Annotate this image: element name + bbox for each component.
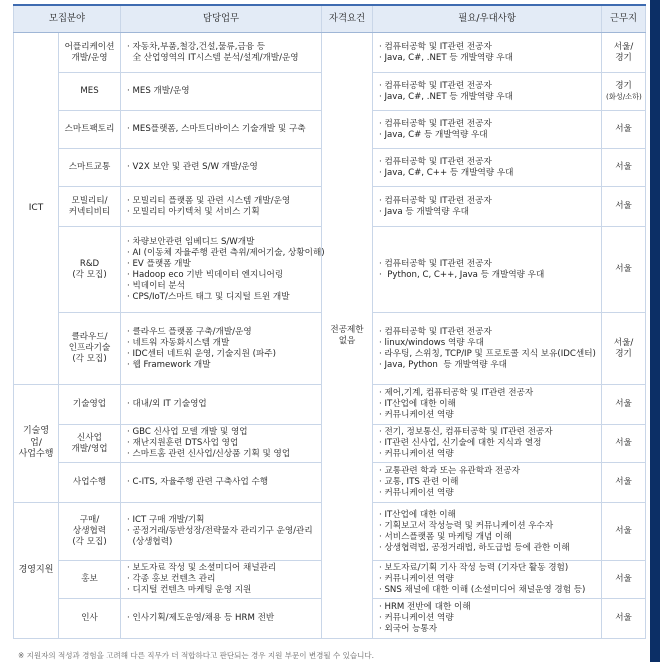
duties-list (127, 196, 317, 218)
duty-item: · ICT 구매 개발/기획 (127, 515, 205, 525)
duties-list (127, 162, 317, 173)
preferences-cell (373, 111, 602, 149)
preference-item: · 커뮤니케이션 역량 (379, 449, 454, 459)
duty-item: · 인사기획/제도운영/채용 등 HRM 전반 (127, 613, 275, 623)
preference-item: · 커뮤니케이션 역량 (379, 410, 454, 420)
preferences-cell (373, 599, 602, 639)
duty-item: · 대내/외 IT 기술영업 (127, 399, 207, 409)
field-cell: 스마트교통 (59, 149, 121, 187)
duty-item: · 모빌리티 아키텍처 및 서비스 기획 (127, 206, 260, 217)
duty-item: · IDC센터 네트워 운영, 기술지원 (파주) (127, 348, 276, 359)
preference-item: · 컴퓨터공학 및 IT관련 전공자 (379, 41, 492, 52)
preference-item: · 컴퓨터공학 및 IT관련 전공자 (379, 118, 492, 129)
preference-item: · IT산업에 대한 이해 (379, 399, 456, 409)
duties-cell (121, 599, 322, 639)
duties-cell (121, 463, 322, 503)
header-duties: 담당업무 (121, 5, 322, 33)
field-cell: R&D (각 모집) (59, 227, 121, 313)
preferences-cell (373, 187, 602, 227)
location-text: 서울 (615, 613, 632, 623)
duties-list (127, 399, 317, 410)
preferences-cell (373, 463, 602, 503)
recruitment-table (13, 4, 646, 639)
preferences-cell (373, 385, 602, 425)
duty-item: · V2X 보안 및 관련 S/W 개발/운영 (127, 162, 258, 172)
header-row (14, 5, 646, 33)
preference-item: · HRM 전반에 대한 이해 (379, 602, 471, 612)
preference-item: · 커뮤니케이션 역량 (379, 574, 454, 584)
field-cell: 어플리케이션 개발/운영 (59, 33, 121, 73)
preference-item: · Java 등 개발역량 우대 (379, 206, 469, 217)
qualification-cell: 전공제한 없음 (322, 33, 373, 639)
duties-list (127, 515, 317, 548)
preferences-list (379, 119, 597, 141)
duty-item: · 빅데이터 분석 (127, 280, 186, 291)
location-cell (602, 313, 646, 385)
location-text: 서울 (615, 124, 632, 134)
preference-item: · Java, C#, C++ 등 개발역량 우대 (379, 167, 514, 178)
duty-item: · MES플랫폼, 스마트디바이스 기술개발 및 구축 (127, 124, 306, 134)
field-cell: 기술영업 (59, 385, 121, 425)
field-cell: 사업수행 (59, 463, 121, 503)
field-cell: 클라우드/ 인프라기술 (각 모집) (59, 313, 121, 385)
duty-item: · 모빌리티 플랫폼 및 관련 시스템 개발/운영 (127, 195, 291, 206)
preference-item: · 컴퓨터공학 및 IT관련 전공자 (379, 326, 492, 337)
duties-cell (121, 227, 325, 313)
location-text: 경기 (615, 81, 632, 92)
location-text: 서울/ 경기 (613, 337, 634, 359)
preferences-cell (373, 561, 602, 599)
duties-list (127, 613, 317, 624)
location-text: 서울 (615, 574, 632, 584)
preference-item: · Java, C# 등 개발역량 우대 (379, 129, 488, 140)
duties-list (127, 427, 317, 460)
duty-item: (상생협력) (127, 537, 173, 547)
preferences-cell (373, 425, 602, 463)
header-location: 근무지 (602, 5, 646, 33)
location-cell (602, 599, 646, 639)
duties-list (127, 477, 317, 488)
preference-item: · 컴퓨터공학 및 IT관련 전공자 (379, 80, 492, 91)
category-cell: 기술영업/ 사업수행 (14, 385, 59, 503)
duties-list (127, 124, 317, 135)
preference-item: · 커뮤니케이션 역량 (379, 613, 454, 623)
location-text: 서울 (615, 477, 632, 487)
duty-item: · 재난지원훈련 DTS사업 영업 (127, 438, 239, 448)
preferences-cell (373, 503, 602, 561)
duty-item: · 네트워 자동화시스템 개발 (127, 337, 230, 348)
duty-item: · Hadoop eco 기반 빅데이터 엔지니어링 (127, 269, 284, 280)
table-row (14, 33, 646, 73)
preference-item: · 상생협력법, 공정거래법, 하도급법 등에 관한 이해 (379, 542, 570, 553)
preferences-list (379, 42, 597, 64)
duties-list (127, 236, 325, 303)
preferences-cell (373, 149, 602, 187)
duty-item: · EV 플랫폼 개발 (127, 258, 191, 269)
duty-item: · AI (이동체 자율주행 관련 측위/제어기술, 상황이해) (127, 247, 325, 258)
duties-list (127, 327, 317, 371)
location-cell (602, 73, 646, 111)
preference-item: · 라우팅, 스위칭, TCP/IP 및 프로토콜 지식 보유(IDC센터) (379, 348, 596, 359)
duties-cell (121, 561, 322, 599)
preference-item: · IT산업에 대한 이해 (379, 509, 456, 520)
preference-item: · IT관련 신사업, 신기술에 대한 지식과 열정 (379, 438, 542, 448)
preferences-list (379, 427, 597, 460)
duty-item: · 보도자료 작성 및 소셜미디어 채널관리 (127, 563, 277, 573)
location-cell (602, 503, 646, 561)
duty-item: · MES 개발/운영 (127, 86, 190, 96)
location-text: 서울 (615, 201, 632, 211)
location-text: 서울/ 경기 (613, 41, 634, 63)
preference-item: · linux/windows 역량 우대 (379, 337, 484, 348)
duties-cell (121, 149, 322, 187)
preference-item: · 보도자료/기획 기사 작성 능력 (기자단 활동 경험) (379, 563, 569, 573)
duty-item: · GBC 신사업 모델 개발 및 영업 (127, 427, 248, 437)
preference-item: · 교통, ITS 관련 이해 (379, 477, 459, 487)
preferences-list (379, 466, 597, 499)
duties-cell (121, 33, 322, 73)
preference-item: · 교통관련 학과 또는 유관학과 전공자 (379, 466, 520, 476)
duties-cell (121, 73, 322, 111)
duty-item: · 공정거래/동반성장/전략물자 관리기구 운영/관리 (127, 526, 313, 536)
preference-item: · 전기, 정보통신, 컴퓨터공학 및 IT관련 전공자 (379, 427, 553, 437)
location-cell (602, 463, 646, 503)
duties-cell (121, 187, 322, 227)
location-subtext: (화성/소하) (606, 92, 642, 102)
footnote: ※ 지원자의 적성과 경험을 고려해 다른 직무가 더 적합하다고 판단되는 경우 지원 부문이 변경될 수 있습니다. (18, 651, 374, 660)
duties-list (127, 563, 317, 596)
duty-item: · C-ITS, 자율주행 관련 구축사업 수행 (127, 477, 269, 487)
duties-cell (121, 385, 322, 425)
location-cell (602, 33, 646, 73)
duty-item: 全 산업영역의 IT시스템 분석/설계/개발/운영 (127, 52, 299, 63)
duties-cell (121, 503, 322, 561)
duty-item: · 자동차,부품,철강,건설,물류,금융 등 (127, 41, 266, 52)
field-cell: 인사 (59, 599, 121, 639)
location-text: 서울 (615, 162, 632, 172)
header-field: 모집분야 (14, 5, 121, 33)
duties-cell (121, 111, 322, 149)
preferences-cell (373, 33, 602, 73)
location-cell (602, 385, 646, 425)
preferences-list (379, 259, 597, 281)
duty-item: · 웹 Framework 개발 (127, 359, 211, 370)
header-qualification: 자격요건 (322, 5, 373, 33)
preference-item: · Java, C#, .NET 등 개발역량 우대 (379, 52, 513, 63)
duty-item: · 차량보안관련 임베디드 S/W개발 (127, 236, 255, 247)
location-cell (602, 187, 646, 227)
duty-item: · CPS/IoT/스마트 태그 및 디지털 트윈 개발 (127, 291, 290, 302)
preferences-list (379, 81, 597, 103)
preference-item: · Java, C#, .NET 등 개발역량 우대 (379, 91, 513, 102)
field-cell: 홍보 (59, 561, 121, 599)
preference-item: · SNS 채널에 대한 이해 (소셜미디어 채널운영 경험 등) (379, 585, 586, 595)
preferences-list (379, 157, 597, 179)
location-cell (602, 111, 646, 149)
preferences-list (379, 602, 597, 635)
category-cell: 경영지원 (14, 503, 59, 639)
location-cell (602, 227, 646, 313)
duties-cell (121, 425, 322, 463)
preferences-cell (373, 227, 602, 313)
location-cell (602, 561, 646, 599)
preference-item: · 기획보고서 작성능력 및 커뮤니케이션 우수자 (379, 520, 554, 531)
preferences-list (379, 327, 597, 371)
duties-list (127, 86, 317, 97)
preference-item: · Java, Python 등 개발역량 우대 (379, 359, 507, 370)
field-cell: 구매/ 상생협력 (각 모집) (59, 503, 121, 561)
preference-item: · 컴퓨터공학 및 IT관련 전공자 (379, 156, 492, 167)
preferences-cell (373, 313, 602, 385)
preferences-list (379, 196, 597, 218)
field-cell: MES (59, 73, 121, 111)
category-cell: ICT (14, 33, 59, 385)
table-body (14, 33, 646, 639)
preference-item: · 외국어 능통자 (379, 624, 438, 634)
preferences-list (379, 563, 597, 596)
duty-item: · 디지털 컨텐츠 마케팅 운영 지원 (127, 585, 252, 595)
preferences-list (379, 510, 597, 554)
preference-item: · 컴퓨터공학 및 IT관련 전공자 (379, 195, 492, 206)
field-cell: 모빌리티/ 커넥티비티 (59, 187, 121, 227)
location-cell (602, 425, 646, 463)
preference-item: · 컴퓨터공학 및 IT관련 전공자 (379, 258, 492, 269)
preferences-list (379, 388, 597, 421)
preference-item: · 서비스플랫폼 및 마케팅 개념 이해 (379, 531, 512, 542)
location-text: 서울 (615, 399, 632, 409)
duties-list (127, 42, 317, 64)
field-cell: 신사업 개발/영업 (59, 425, 121, 463)
preference-item: · Python, C, C++, Java 등 개발역량 우대 (379, 269, 545, 280)
preferences-cell (373, 73, 602, 111)
location-cell (602, 149, 646, 187)
duty-item: · 스마트홈 관련 신사업/신상품 기획 및 영업 (127, 449, 291, 459)
preference-item: · 커뮤니케이션 역량 (379, 488, 454, 498)
preference-item: · 제어,기계, 컴퓨터공학 및 IT관련 전공자 (379, 388, 534, 398)
location-text: 서울 (615, 438, 632, 448)
header-preferences: 필요/우대사항 (373, 5, 602, 33)
location-text: 서울 (615, 264, 632, 274)
location-text: 서울 (615, 526, 632, 536)
duty-item: · 각종 홍보 컨텐츠 관리 (127, 574, 216, 584)
duty-item: · 클라우드 플랫폼 구축/개발/운영 (127, 326, 252, 337)
duties-cell (121, 313, 322, 385)
field-cell: 스마트팩토리 (59, 111, 121, 149)
